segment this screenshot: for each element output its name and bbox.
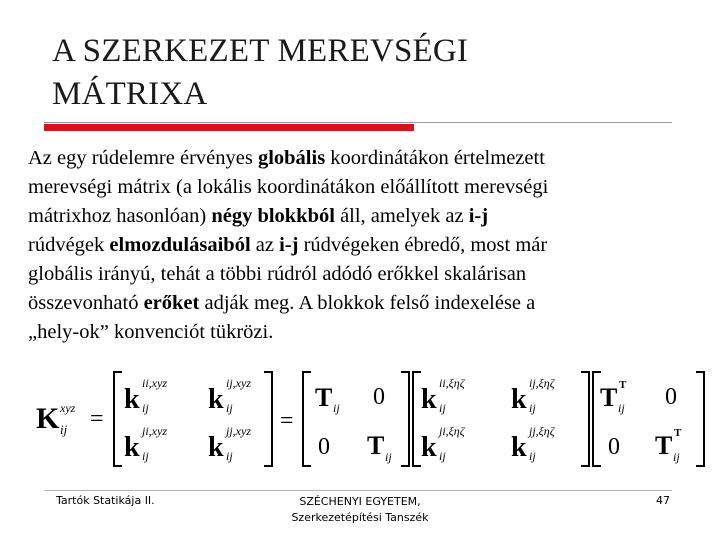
sup-T: T	[619, 379, 627, 391]
footer-institution-line-1: SZÉCHENYI EGYETEM,	[299, 495, 421, 508]
zero-12-b: 0	[665, 384, 677, 410]
body-line-4	[28, 231, 708, 260]
sup-ij-local: ij,ξηζ	[529, 376, 555, 390]
footer-divider	[44, 490, 672, 491]
sup-ji-xyz: ji,xyz	[142, 424, 167, 438]
body-text-run: adják meg. A blokkok felső indexelése a	[199, 292, 536, 314]
k-jj-local: k	[511, 432, 527, 463]
formula-svg	[28, 366, 708, 476]
sub-ij: ij	[142, 449, 149, 463]
k-ij-xyz: k	[208, 384, 224, 415]
sup-ii-xyz: ii,xyz	[142, 376, 167, 390]
sub-ij: ij	[385, 450, 392, 464]
body-text-run: Az egy rúdelemre érvényes	[28, 147, 258, 169]
body-bold-i-j: i-j	[279, 234, 299, 256]
sub-ij: ij	[226, 449, 233, 463]
TT-11: T	[600, 383, 618, 412]
body-bold-i-j: i-j	[468, 205, 489, 227]
bracket-right-4	[696, 372, 704, 466]
slide-title	[52, 30, 692, 116]
page-number: 47	[656, 494, 670, 507]
title-underline-red	[44, 124, 414, 131]
stiffness-matrix-formula	[28, 366, 708, 476]
sub-ij: ij	[529, 449, 536, 463]
bracket-right-1	[264, 372, 272, 466]
body-line-3	[28, 202, 708, 231]
sup-ii-local: ii,ξηζ	[439, 376, 465, 390]
body-text-run: összevonható	[28, 292, 144, 314]
equals-sign-2: =	[280, 408, 294, 434]
lhs-K: K	[36, 402, 60, 435]
bracket-left-2	[303, 372, 311, 466]
bracket-right-2	[401, 372, 409, 466]
sub-ij: ij	[226, 401, 233, 415]
sup-ji-local: ji,ξηζ	[439, 424, 465, 438]
body-paragraph	[28, 144, 708, 347]
T-22: T	[367, 431, 385, 460]
body-text-run: áll, amelyek az	[334, 205, 469, 227]
body-bold-globalis: globális	[257, 147, 326, 169]
body-bold-negy-blokkbol: négy blokkból	[211, 205, 335, 227]
k-ii-xyz: k	[124, 384, 140, 415]
body-text-run: rúdvégeken ébredő, most már	[298, 234, 548, 256]
zero-12: 0	[373, 384, 385, 410]
body-line-1	[28, 144, 708, 173]
sub-ij: ij	[529, 401, 536, 415]
zero-21: 0	[318, 434, 330, 460]
slide-title-line-1: A SZERKEZET MEREVSÉGI	[52, 33, 469, 69]
sub-ij: ij	[618, 401, 625, 415]
footer-institution-line-2: Szerkezetépítési Tanszék	[291, 511, 429, 524]
body-text-run: koordinátákon értelmezett	[325, 147, 545, 169]
body-text-run: rúdvégek	[28, 234, 110, 256]
lhs-sup: xyz	[60, 401, 76, 415]
equals-sign-1: =	[90, 406, 104, 432]
zero-21-b: 0	[608, 434, 620, 460]
footer-course-title: Tartók Statikája II.	[56, 494, 155, 507]
k-ji-xyz: k	[124, 432, 140, 463]
body-line-5: globális irányú, tehát a többi rúdról adódó erőkkel skalárisan	[28, 263, 527, 285]
sup-T: T	[674, 427, 682, 439]
k-jj-xyz: k	[208, 432, 224, 463]
sup-jj-xyz: jj,xyz	[226, 424, 251, 438]
bracket-left-1	[114, 372, 122, 466]
bracket-right-3	[581, 372, 589, 466]
body-line-2: merevségi mátrix (a lokális koordinátákon előállított merevségi	[28, 176, 549, 198]
sup-jj-local: jj,ξηζ	[529, 424, 555, 438]
sub-ij: ij	[333, 401, 340, 415]
body-line-6	[28, 289, 708, 318]
sup-ij-xyz: ij,xyz	[226, 376, 251, 390]
T-11: T	[315, 383, 333, 412]
TT-22: T	[655, 431, 673, 460]
footer-institution	[270, 494, 450, 526]
k-ij-local: k	[511, 384, 527, 415]
k-ji-local: k	[421, 432, 437, 463]
body-bold-eroket: erőket	[143, 292, 200, 314]
body-line-7: „hely-ok” konvenciót tükrözi.	[28, 321, 274, 343]
sub-ij: ij	[142, 401, 149, 415]
slide-title-line-2: MÁTRIXA	[52, 76, 208, 112]
sub-ij: ij	[439, 401, 446, 415]
body-text-run: az	[250, 234, 280, 256]
bracket-left-3	[413, 372, 421, 466]
body-text-run: mátrixhoz hasonlóan)	[28, 205, 212, 227]
body-bold-elmozdulasaibol: elmozdulásaiból	[109, 234, 251, 256]
k-ii-local: k	[421, 384, 437, 415]
lhs-sub: ij	[60, 422, 68, 437]
sub-ij: ij	[673, 450, 680, 464]
sub-ij: ij	[439, 449, 446, 463]
title-underline-gray	[44, 122, 672, 123]
